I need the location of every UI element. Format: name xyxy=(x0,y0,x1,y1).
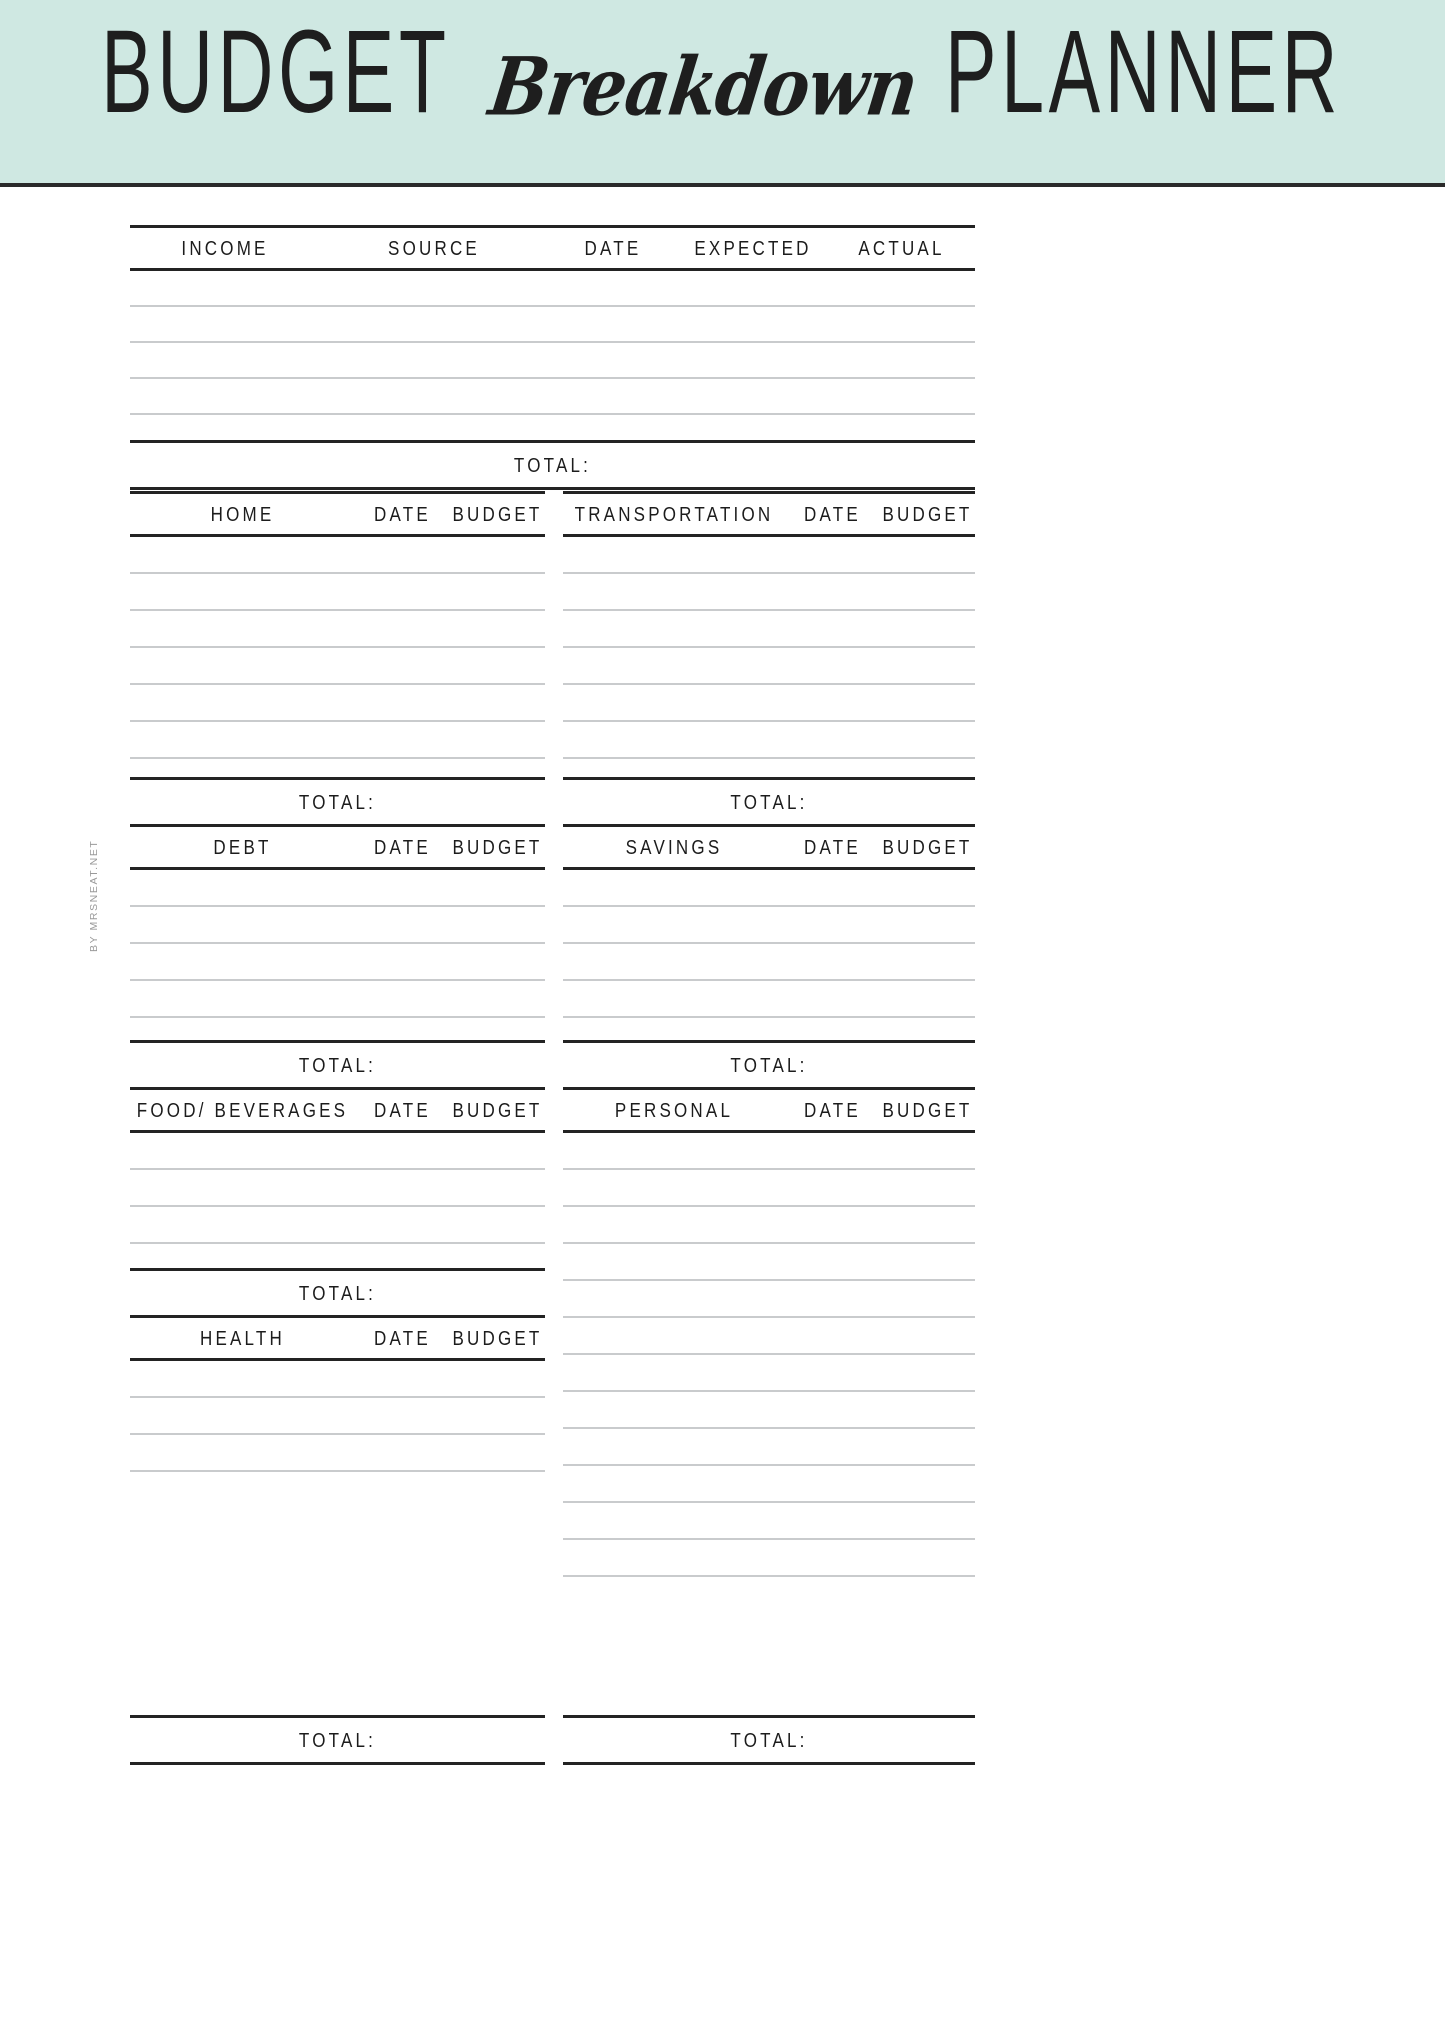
column-header-home-0: HOME xyxy=(210,502,275,525)
table-row[interactable] xyxy=(563,1576,975,1613)
cell-debt-date[interactable] xyxy=(355,980,450,1017)
cell-income[interactable] xyxy=(130,342,320,378)
cell-home-item[interactable] xyxy=(130,610,355,647)
cell-home-budget[interactable] xyxy=(450,647,545,684)
cell-transportation-date[interactable] xyxy=(785,647,880,684)
total-table-transportation xyxy=(563,777,975,827)
cell-personal-date[interactable] xyxy=(785,1169,880,1206)
cell-actual[interactable] xyxy=(828,378,975,414)
watermark-credit: BY MRSNEAT.NET xyxy=(88,839,100,952)
cell-health-item[interactable] xyxy=(130,1397,355,1434)
cell-food-beverages-date[interactable] xyxy=(355,1169,450,1206)
table-row[interactable] xyxy=(563,1243,975,1280)
cell-income[interactable] xyxy=(130,270,320,306)
column-header-debt-1: DATE xyxy=(374,835,431,858)
title-word-planner: PLANNER xyxy=(944,5,1342,138)
total-row[interactable] xyxy=(563,1042,975,1089)
cell-personal-date[interactable] xyxy=(785,1428,880,1465)
cell-home-item[interactable] xyxy=(130,721,355,758)
cell-expected[interactable] xyxy=(678,306,828,342)
cell-debt-budget[interactable] xyxy=(450,906,545,943)
column-header-transportation-2: BUDGET xyxy=(882,502,973,525)
cell-personal-date[interactable] xyxy=(785,1317,880,1354)
column-header-debt-0: DEBT xyxy=(213,835,272,858)
cell-debt-date[interactable] xyxy=(355,869,450,906)
header-row-savings xyxy=(563,826,975,869)
cell-home-budget[interactable] xyxy=(450,721,545,758)
cell-debt-item[interactable] xyxy=(130,980,355,1017)
total-label-savings: TOTAL: xyxy=(730,1053,808,1076)
cell-personal-item[interactable] xyxy=(563,1576,785,1613)
cell-home-budget[interactable] xyxy=(450,573,545,610)
cell-home-budget[interactable] xyxy=(450,536,545,573)
cell-personal-budget[interactable] xyxy=(880,1317,975,1354)
table-row[interactable] xyxy=(563,684,975,721)
column-header-actual: ACTUAL xyxy=(858,236,945,259)
cell-health-item[interactable] xyxy=(130,1471,355,1508)
cell-expected[interactable] xyxy=(678,378,828,414)
column-header-home-1: DATE xyxy=(374,502,431,525)
cell-home-date[interactable] xyxy=(355,721,450,758)
total-row[interactable] xyxy=(130,1270,545,1317)
table-row[interactable] xyxy=(563,1428,975,1465)
total-row[interactable] xyxy=(130,1042,545,1089)
table-row[interactable] xyxy=(130,342,975,378)
column-header-savings-0: SAVINGS xyxy=(625,835,723,858)
table-row[interactable] xyxy=(130,536,545,573)
cell-savings-item[interactable] xyxy=(563,980,785,1017)
header-row-transportation xyxy=(563,493,975,536)
total-table-personal xyxy=(563,1715,975,1765)
cell-expected[interactable] xyxy=(678,342,828,378)
column-header-date: DATE xyxy=(584,236,642,259)
cell-source[interactable] xyxy=(320,270,548,306)
table-row[interactable] xyxy=(563,573,975,610)
cell-food-beverages-budget[interactable] xyxy=(450,1206,545,1243)
table-row[interactable] xyxy=(130,647,545,684)
table-row[interactable] xyxy=(563,943,975,980)
cell-source[interactable] xyxy=(320,306,548,342)
total-table-health xyxy=(130,1715,545,1765)
table-row[interactable] xyxy=(563,1317,975,1354)
cell-health-date[interactable] xyxy=(355,1397,450,1434)
cell-personal-item[interactable] xyxy=(563,1391,785,1428)
cell-food-beverages-item[interactable] xyxy=(130,1132,355,1169)
cell-transportation-date[interactable] xyxy=(785,721,880,758)
cell-personal-budget[interactable] xyxy=(880,1132,975,1169)
cell-personal-budget[interactable] xyxy=(880,1502,975,1539)
cell-transportation-date[interactable] xyxy=(785,573,880,610)
cell-personal-date[interactable] xyxy=(785,1132,880,1169)
title-script-breakdown: Breakdown xyxy=(483,39,923,134)
cell-date[interactable] xyxy=(548,270,678,306)
cell-personal-date[interactable] xyxy=(785,1243,880,1280)
table-row[interactable] xyxy=(563,980,975,1017)
table-row[interactable] xyxy=(563,610,975,647)
table-row[interactable] xyxy=(130,869,545,906)
column-header-food-beverages-2: BUDGET xyxy=(452,1098,543,1121)
table-row[interactable] xyxy=(563,1502,975,1539)
title-word-budget: BUDGET xyxy=(101,5,451,138)
cell-actual[interactable] xyxy=(828,270,975,306)
cell-personal-item[interactable] xyxy=(563,1539,785,1576)
column-header-income: INCOME xyxy=(181,236,269,259)
cell-income[interactable] xyxy=(130,306,320,342)
cell-health-date[interactable] xyxy=(355,1471,450,1508)
cell-date[interactable] xyxy=(548,342,678,378)
total-label: TOTAL: xyxy=(513,453,592,476)
cell-personal-date[interactable] xyxy=(785,1354,880,1391)
cell-income[interactable] xyxy=(130,378,320,414)
cell-home-date[interactable] xyxy=(355,610,450,647)
cell-personal-item[interactable] xyxy=(563,1354,785,1391)
table-row[interactable] xyxy=(130,306,975,342)
cell-personal-item[interactable] xyxy=(563,1280,785,1317)
cell-transportation-budget[interactable] xyxy=(880,573,975,610)
income-header-row xyxy=(130,227,975,270)
table-row[interactable] xyxy=(563,536,975,573)
cell-home-date[interactable] xyxy=(355,573,450,610)
cell-personal-date[interactable] xyxy=(785,1539,880,1576)
cell-home-item[interactable] xyxy=(130,536,355,573)
total-label-debt: TOTAL: xyxy=(298,1053,377,1076)
category-table-health xyxy=(130,1315,545,1508)
cell-personal-budget[interactable] xyxy=(880,1206,975,1243)
cell-date[interactable] xyxy=(548,378,678,414)
column-header-health-2: BUDGET xyxy=(452,1326,543,1349)
table-row[interactable] xyxy=(130,1397,545,1434)
cell-actual[interactable] xyxy=(828,342,975,378)
cell-transportation-item[interactable] xyxy=(563,647,785,684)
column-header-source: SOURCE xyxy=(388,236,480,259)
total-row[interactable] xyxy=(130,442,975,489)
table-row[interactable] xyxy=(130,684,545,721)
table-row[interactable] xyxy=(130,1471,545,1508)
cell-personal-budget[interactable] xyxy=(880,1428,975,1465)
table-row[interactable] xyxy=(130,610,545,647)
cell-personal-budget[interactable] xyxy=(880,1391,975,1428)
cell-transportation-item[interactable] xyxy=(563,721,785,758)
cell-personal-date[interactable] xyxy=(785,1206,880,1243)
cell-transportation-budget[interactable] xyxy=(880,647,975,684)
table-row[interactable] xyxy=(563,647,975,684)
column-header-transportation-1: DATE xyxy=(804,502,861,525)
cell-transportation-date[interactable] xyxy=(785,536,880,573)
cell-savings-date[interactable] xyxy=(785,906,880,943)
table-row[interactable] xyxy=(130,1206,545,1243)
cell-personal-item[interactable] xyxy=(563,1428,785,1465)
cell-home-budget[interactable] xyxy=(450,610,545,647)
cell-personal-item[interactable] xyxy=(563,1243,785,1280)
cell-debt-budget[interactable] xyxy=(450,980,545,1017)
cell-date[interactable] xyxy=(548,306,678,342)
column-header-food-beverages-0: FOOD/ BEVERAGES xyxy=(136,1098,349,1121)
cell-food-beverages-item[interactable] xyxy=(130,1206,355,1243)
table-row[interactable] xyxy=(563,1169,975,1206)
table-row[interactable] xyxy=(563,906,975,943)
cell-personal-item[interactable] xyxy=(563,1502,785,1539)
cell-home-budget[interactable] xyxy=(450,684,545,721)
cell-transportation-item[interactable] xyxy=(563,536,785,573)
cell-personal-item[interactable] xyxy=(563,1169,785,1206)
cell-food-beverages-budget[interactable] xyxy=(450,1132,545,1169)
category-table-savings xyxy=(563,824,975,1054)
table-row[interactable] xyxy=(130,378,975,414)
column-header-home-2: BUDGET xyxy=(452,502,543,525)
table-row[interactable] xyxy=(130,980,545,1017)
table-row[interactable] xyxy=(130,1434,545,1471)
category-table-transportation xyxy=(563,491,975,795)
column-header-savings-1: DATE xyxy=(804,835,861,858)
column-header-personal-0: PERSONAL xyxy=(614,1098,734,1121)
cell-health-date[interactable] xyxy=(355,1360,450,1397)
total-row[interactable] xyxy=(563,779,975,826)
cell-personal-item[interactable] xyxy=(563,1317,785,1354)
category-table-personal xyxy=(563,1087,975,1613)
cell-debt-date[interactable] xyxy=(355,943,450,980)
cell-transportation-budget[interactable] xyxy=(880,610,975,647)
cell-home-item[interactable] xyxy=(130,573,355,610)
cell-personal-budget[interactable] xyxy=(880,1465,975,1502)
cell-savings-budget[interactable] xyxy=(880,906,975,943)
cell-savings-item[interactable] xyxy=(563,906,785,943)
column-header-transportation-0: TRANSPORTATION xyxy=(574,502,774,525)
header-row-home xyxy=(130,493,545,536)
header-row-food-beverages xyxy=(130,1089,545,1132)
total-row[interactable] xyxy=(130,1717,545,1764)
cell-debt-item[interactable] xyxy=(130,906,355,943)
category-table-home xyxy=(130,491,545,795)
cell-savings-budget[interactable] xyxy=(880,869,975,906)
total-label-personal: TOTAL: xyxy=(730,1728,808,1751)
table-row[interactable] xyxy=(563,1391,975,1428)
cell-health-item[interactable] xyxy=(130,1434,355,1471)
table-row[interactable] xyxy=(130,1360,545,1397)
total-table-savings xyxy=(563,1040,975,1090)
cell-home-item[interactable] xyxy=(130,684,355,721)
header-row-health xyxy=(130,1317,545,1360)
total-label-health: TOTAL: xyxy=(298,1728,377,1751)
cell-transportation-budget[interactable] xyxy=(880,536,975,573)
table-row[interactable] xyxy=(130,270,975,306)
cell-personal-date[interactable] xyxy=(785,1465,880,1502)
table-row[interactable] xyxy=(130,906,545,943)
cell-source[interactable] xyxy=(320,342,548,378)
cell-transportation-item[interactable] xyxy=(563,684,785,721)
table-row[interactable] xyxy=(563,1539,975,1576)
cell-transportation-date[interactable] xyxy=(785,684,880,721)
cell-personal-item[interactable] xyxy=(563,1465,785,1502)
table-row[interactable] xyxy=(130,943,545,980)
column-header-personal-1: DATE xyxy=(804,1098,861,1121)
cell-savings-date[interactable] xyxy=(785,943,880,980)
category-table-debt xyxy=(130,824,545,1054)
total-row[interactable] xyxy=(563,1717,975,1764)
table-row[interactable] xyxy=(130,721,545,758)
cell-health-item[interactable] xyxy=(130,1360,355,1397)
cell-source[interactable] xyxy=(320,378,548,414)
column-header-debt-2: BUDGET xyxy=(452,835,543,858)
cell-health-budget[interactable] xyxy=(450,1471,545,1508)
table-row[interactable] xyxy=(563,1206,975,1243)
cell-home-date[interactable] xyxy=(355,647,450,684)
cell-health-budget[interactable] xyxy=(450,1434,545,1471)
cell-debt-item[interactable] xyxy=(130,869,355,906)
cell-food-beverages-date[interactable] xyxy=(355,1132,450,1169)
table-row[interactable] xyxy=(563,1465,975,1502)
cell-transportation-budget[interactable] xyxy=(880,684,975,721)
cell-debt-item[interactable] xyxy=(130,943,355,980)
cell-expected[interactable] xyxy=(678,270,828,306)
cell-debt-budget[interactable] xyxy=(450,943,545,980)
cell-savings-budget[interactable] xyxy=(880,980,975,1017)
total-table-debt xyxy=(130,1040,545,1090)
page-title xyxy=(88,5,1357,138)
cell-health-budget[interactable] xyxy=(450,1360,545,1397)
cell-personal-budget[interactable] xyxy=(880,1539,975,1576)
header-row-personal xyxy=(563,1089,975,1132)
column-header-expected: EXPECTED xyxy=(694,236,812,259)
cell-personal-item[interactable] xyxy=(563,1206,785,1243)
table-row[interactable] xyxy=(563,1354,975,1391)
cell-home-item[interactable] xyxy=(130,647,355,684)
total-label-transportation: TOTAL: xyxy=(730,790,808,813)
page-header xyxy=(0,0,1445,187)
planner-sheet xyxy=(0,187,1445,2043)
column-header-food-beverages-1: DATE xyxy=(374,1098,431,1121)
total-label-home: TOTAL: xyxy=(298,790,377,813)
table-row[interactable] xyxy=(563,721,975,758)
cell-personal-budget[interactable] xyxy=(880,1354,975,1391)
cell-savings-item[interactable] xyxy=(563,943,785,980)
total-table-home xyxy=(130,777,545,827)
column-header-health-0: HEALTH xyxy=(199,1326,285,1349)
table-row[interactable] xyxy=(130,573,545,610)
column-header-personal-2: BUDGET xyxy=(882,1098,973,1121)
cell-food-beverages-budget[interactable] xyxy=(450,1169,545,1206)
total-label-food-beverages: TOTAL: xyxy=(298,1281,377,1304)
table-row[interactable] xyxy=(130,1132,545,1169)
cell-savings-item[interactable] xyxy=(563,869,785,906)
table-row[interactable] xyxy=(130,1169,545,1206)
cell-personal-budget[interactable] xyxy=(880,1576,975,1613)
table-row[interactable] xyxy=(563,1280,975,1317)
cell-personal-item[interactable] xyxy=(563,1132,785,1169)
cell-personal-budget[interactable] xyxy=(880,1280,975,1317)
cell-debt-date[interactable] xyxy=(355,906,450,943)
cell-savings-date[interactable] xyxy=(785,980,880,1017)
total-table-food-beverages xyxy=(130,1268,545,1318)
cell-savings-budget[interactable] xyxy=(880,943,975,980)
header-row-debt xyxy=(130,826,545,869)
total-row[interactable] xyxy=(130,779,545,826)
cell-personal-date[interactable] xyxy=(785,1280,880,1317)
cell-health-date[interactable] xyxy=(355,1434,450,1471)
cell-personal-date[interactable] xyxy=(785,1502,880,1539)
income-table xyxy=(130,225,975,450)
cell-food-beverages-item[interactable] xyxy=(130,1169,355,1206)
cell-transportation-item[interactable] xyxy=(563,610,785,647)
cell-personal-budget[interactable] xyxy=(880,1243,975,1280)
table-row[interactable] xyxy=(563,1132,975,1169)
cell-debt-budget[interactable] xyxy=(450,869,545,906)
cell-food-beverages-date[interactable] xyxy=(355,1206,450,1243)
column-header-health-1: DATE xyxy=(374,1326,431,1349)
cell-savings-date[interactable] xyxy=(785,869,880,906)
cell-transportation-budget[interactable] xyxy=(880,721,975,758)
income-total-table xyxy=(130,440,975,490)
cell-personal-date[interactable] xyxy=(785,1576,880,1613)
cell-health-budget[interactable] xyxy=(450,1397,545,1434)
cell-home-date[interactable] xyxy=(355,684,450,721)
cell-actual[interactable] xyxy=(828,306,975,342)
cell-transportation-item[interactable] xyxy=(563,573,785,610)
column-header-savings-2: BUDGET xyxy=(882,835,973,858)
cell-home-date[interactable] xyxy=(355,536,450,573)
category-table-food-beverages xyxy=(130,1087,545,1280)
cell-personal-budget[interactable] xyxy=(880,1169,975,1206)
cell-personal-date[interactable] xyxy=(785,1391,880,1428)
cell-transportation-date[interactable] xyxy=(785,610,880,647)
table-row[interactable] xyxy=(563,869,975,906)
